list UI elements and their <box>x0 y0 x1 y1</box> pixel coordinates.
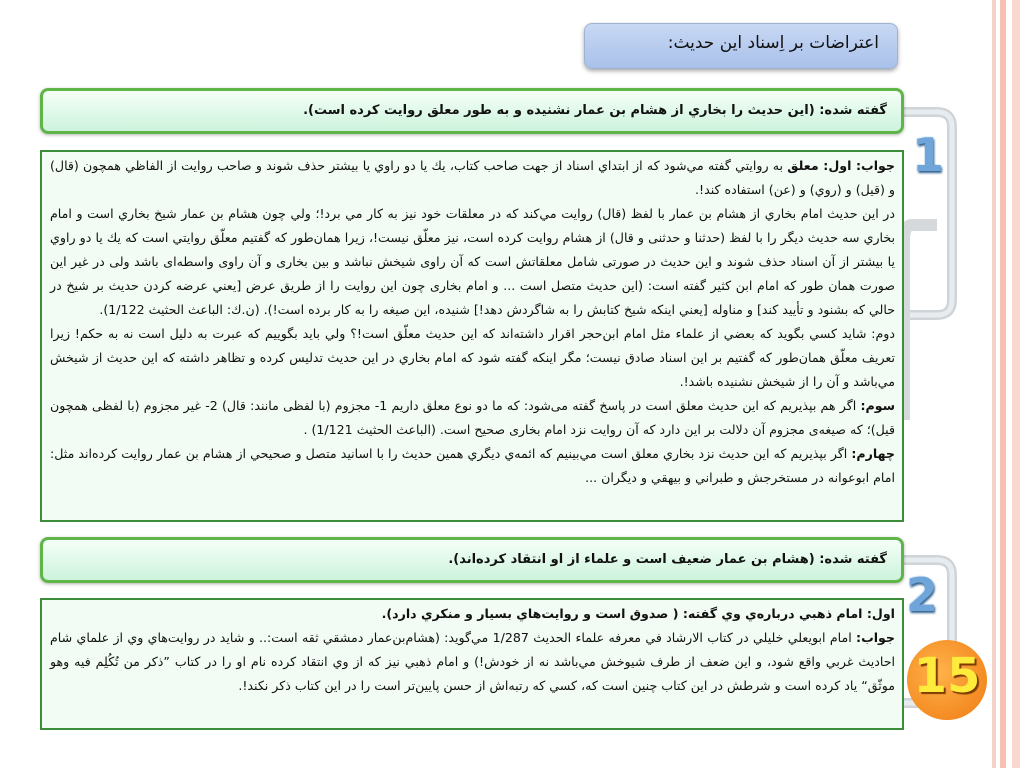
page-number-badge <box>907 640 987 720</box>
paragraph <box>50 626 895 698</box>
claim-box-1 <box>40 88 904 134</box>
decorative-stripe <box>1012 0 1020 768</box>
answer-box-1 <box>40 150 904 522</box>
paragraph <box>50 602 895 626</box>
claim-text: گفته شده: (هشام بن عمار ضعيف است و علماء از او انتقاد كرده‌اند). <box>448 552 887 567</box>
section-number-1: 1 <box>912 128 945 182</box>
decorative-stripe <box>992 0 996 768</box>
page-number: 15 <box>913 648 981 704</box>
paragraph-text: دوم: شايد كسي بگويد كه بعضي از علماء مثل امام ابن‌حجر اقرار داشته‌اند كه اين حديث معلّق است!؟ ولي بايد بگوييم كه عبرت به دليل است نه به حكم! زيرا تعريف معلّق همان‌طور كه گفتيم بر اين اسناد صادق نيست؛ مگر اينكه گفته شود كه امام بخاري در اين حديث تدليس كرده و تظاهر داشته كه اين حديث از شيخش مي‌باشد و آن را از شيخش نشنيده باشد!. <box>50 326 895 389</box>
section-number-2: 2 <box>906 568 939 622</box>
paragraph-label: سوم: <box>860 398 895 413</box>
paragraph-label: چهارم: <box>851 446 895 461</box>
paragraph-label: جواب: اول: معلق <box>787 158 895 173</box>
paragraph-text: به روايتي گفته مي‌شود كه از ابتداي اسناد از جهت صاحب كتاب، يك يا دو راوي يا بيشتر حذف شوند و صاحب روايت از الفاظي همچون (قال) و (قيل) و (روي) و (عن) استفاده كند!. <box>50 158 895 197</box>
paragraph-label: جواب: <box>856 630 896 645</box>
paragraph-text: امام ابويعلي خليلي در كتاب الارشاد في معرفه علماء الحديث 1/287 مي‌گويد: (هشام‌بن‌عمار دمشقي ثقه است:.. و شايد در روايت‌هاي وي از علماي شام احاديث غربي واقع شود، و اين ضعف از طرف شيوخش مي‌باشد نه از خودش!) و امام ذهبي نيز كه از وي انتقاد كرده نام او را در كتاب ”ذكر من تُكُلِم فيه وهو موثّق“ ياد كرده است و شرطش در اين كتاب چنين است كه، كسي كه رتبه‌اش از حسن پايين‌تر است را در اين كتاب ذكر نكند!. <box>50 630 895 693</box>
decorative-stripe <box>1000 0 1006 768</box>
slide-title: اعتراضات بر اِسناد اين حديث: <box>584 23 898 69</box>
paragraph <box>50 322 895 394</box>
paragraph <box>50 154 895 202</box>
paragraph-text: اگر هم بپذيريم كه اين حديث معلق است در پاسخ گفته می‌شود: كه ما دو نوع معلق داريم 1- مجزوم (با لفظی مانند: قال) 2- غير مجزوم (با لفظی همچون قيل)؛ كه صيغه‌ی مجزوم آن دلالت بر اين دارد كه آن روايت نزد امام بخاری صحيح است. (الباعث الحثيث 1/121) . <box>50 398 895 437</box>
paragraph-text: در اين حديث امام بخاري از هشام بن عمار با لفظ (قال) روايت مي‌كند كه در معلقات خود نيز به كار مي برد!؛ ولي چون هشام بن عمار شيخ بخاري است و امام بخاري سه حديث ديگر را با لفظ (حدثنا و حدثنی و قال) از هشام روايت كرده است، نيز معلّق نيست!، زيرا همان‌طور كه گفتيم معلّق روايتي است كه يك يا دو راوي يا بيشتر از آن اسناد حذف شوند و اين حديث در صورتی شامل معلقاتش است كه آن راوی شيخش نباشد و بين بخاری و آن راوی واسطه‌ای باشد ولی در غير اين صورت همان طور كه امام ابن كثير گفته است: (اين حديث متصل است ... و امام بخاری چون اين روايت را از طريق عرض [يعني عرضه كردن حديث بر شيخ در حالي كه بشنود و تأييد كند] و مناوله [يعني اينكه شيخ كتابش را به شاگردش دهد!] شنيده، اين صيغه را به كار برده است!). (ن.ك: الباعث الحثيث 1/122). <box>50 206 895 317</box>
answer-box-2 <box>40 598 904 730</box>
paragraph <box>50 394 895 442</box>
paragraph-text: اگر بپذيريم كه اين حديث نزد بخاري معلق است مي‌بينيم كه ائمه‌ي ديگري همين حديث را با اسانيد متصل و صحيحي از هشام بن عمار روايت كرده‌اند مثل: امام ابوعوانه در مستخرجش و طبراني و بيهقي و ديگران ... <box>50 446 895 485</box>
claim-box-2 <box>40 537 904 583</box>
paragraph-label: اول: امام ذهبي درباره‌ي وي گفته: ( صدوق است و روايت‌هاي بسيار و منكري دارد). <box>381 606 895 621</box>
paragraph <box>50 202 895 322</box>
paragraph <box>50 442 895 490</box>
claim-text: گفته شده: (اين حديث را بخاري از هشام بن عمار نشنيده و به طور معلق روايت كرده است). <box>303 103 887 118</box>
